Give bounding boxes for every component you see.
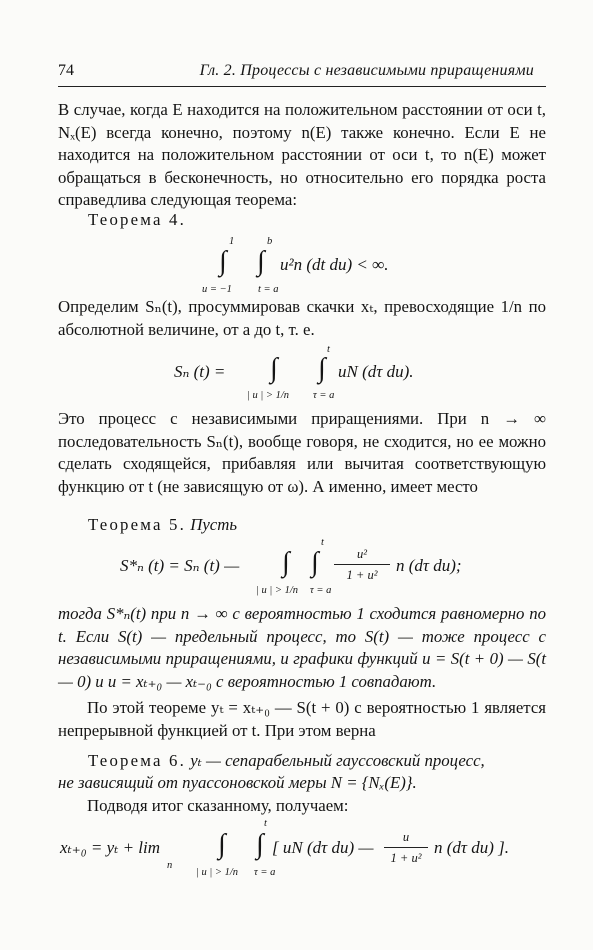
formula-1-lower-2: t = a [258,284,279,295]
page-number: 74 [58,62,74,79]
formula-3-integral-2: ∫ [311,547,319,578]
formula-1-lower-1: u = −1 [202,284,232,295]
formula-4-upper-2: t [264,818,267,829]
running-title: Гл. 2. Процессы с независимыми приращениями [199,62,534,79]
formula-2-lhs: Sₙ (t) = [174,362,226,381]
paragraph-6: Подводя итог сказанному, получаем: [87,796,349,815]
formula-4-lower-2: τ = a [254,867,276,878]
formula-3-fraction [334,544,390,585]
formula-3-upper-2: t [321,537,324,548]
header-rule [58,86,546,87]
formula-2-integral-1: ∫ [270,353,278,384]
formula-3-lower-1: | u | > 1/n [256,585,299,596]
theorem-5-lead: Пусть [190,515,238,534]
formula-4-lim-sub: n [167,860,173,871]
theorem-6-title: Теорема 6. [88,751,187,770]
formula-3-numerator: u² [334,544,390,565]
formula-3-denominator: 1 + u² [346,568,378,582]
formula-4-body-b: n (dτ du) ]. [434,838,510,857]
formula-1-integral-1: ∫ [219,246,227,277]
paragraph-1: В случае, когда E находится на положительном расстоянии от оси t, Nₓ(E) всегда конечно, поэтому n(E) также конечно. Если E не находится на положительном расстоянии от оси t, то n(E) может обращаться в бесконечность, но относительно его порядка роста справедлива следующая теорема: [58,100,546,209]
formula-2-upper-2: t [327,344,330,355]
paragraph-4: тогда S*ₙ(t) при n → ∞ с вероятностью 1 сходится равномерно по t. Если S(t) — предельный процесс, то S(t) — тоже процесс с независимыми приращениями, и графики функций u = S(t + 0) — S(t — 0) и u = xₜ₊₀ — xₜ₋₀ с вероятностью 1 совпадают. [58,604,546,691]
theorem-5-label [88,514,237,536]
formula-3-lower-2: τ = a [310,585,332,596]
formula-2-lower-1: | u | > 1/n [247,390,290,401]
paragraph-2: Определим Sₙ(t), просуммировав скачки xₜ, превосходящие 1/n по абсолютной величине, от a до t, т. е. [58,297,546,339]
formula-4-lower-1: | u | > 1/n [196,867,239,878]
formula-2-body: uN (dτ du). [338,362,414,381]
theorem-6-continuation: не зависящий от пуассоновской меры N = {Nₓ(E)}. [58,773,417,792]
formula-2-lower-2: τ = a [313,390,335,401]
theorem-4-title: Теорема 4. [88,210,187,229]
formula-4-lhs: xₜ₊₀ = yₜ + lim [60,838,161,857]
theorem-6 [88,750,546,772]
formula-1-upper-1: 1 [229,236,235,247]
paragraph-3: Это процесс с независимыми приращениями. При n → ∞ последовательность Sₙ(t), вообще говоря, не сходится, но ее можно сделать сходящейся, прибавляя или вычитая соответствующую функцию от t (не зависящую от ω). А именно, имеет место [58,409,546,496]
formula-3-lhs: S*ₙ (t) = Sₙ (t) — [120,556,240,575]
formula-4-integral-1: ∫ [218,829,226,860]
formula-1-upper-2: b [267,236,273,247]
formula-4-denominator: 1 + u² [390,851,422,865]
formula-4-body-a: [ uN (dτ du) — [272,838,374,857]
paragraph-5: По этой теореме yₜ = xₜ₊₀ — S(t + 0) с вероятностью 1 является непрерывной функцией от t. При этом верна [58,698,546,740]
formula-4-fraction [384,827,428,868]
theorem-5-title: Теорема 5. [88,515,187,534]
page-header [58,62,542,84]
formula-4-numerator: u [384,827,428,848]
formula-3-body: n (dτ du); [396,556,462,575]
theorem-6-text: yₜ — сепарабельный гауссовский процесс, [190,751,485,770]
theorem-4-label [88,209,186,231]
formula-1-body: u²n (dt du) < ∞. [280,255,389,274]
formula-1-integral-2: ∫ [257,246,265,277]
formula-4-integral-2: ∫ [256,829,264,860]
formula-2-integral-2: ∫ [318,353,326,384]
formula-3-integral-1: ∫ [282,547,290,578]
